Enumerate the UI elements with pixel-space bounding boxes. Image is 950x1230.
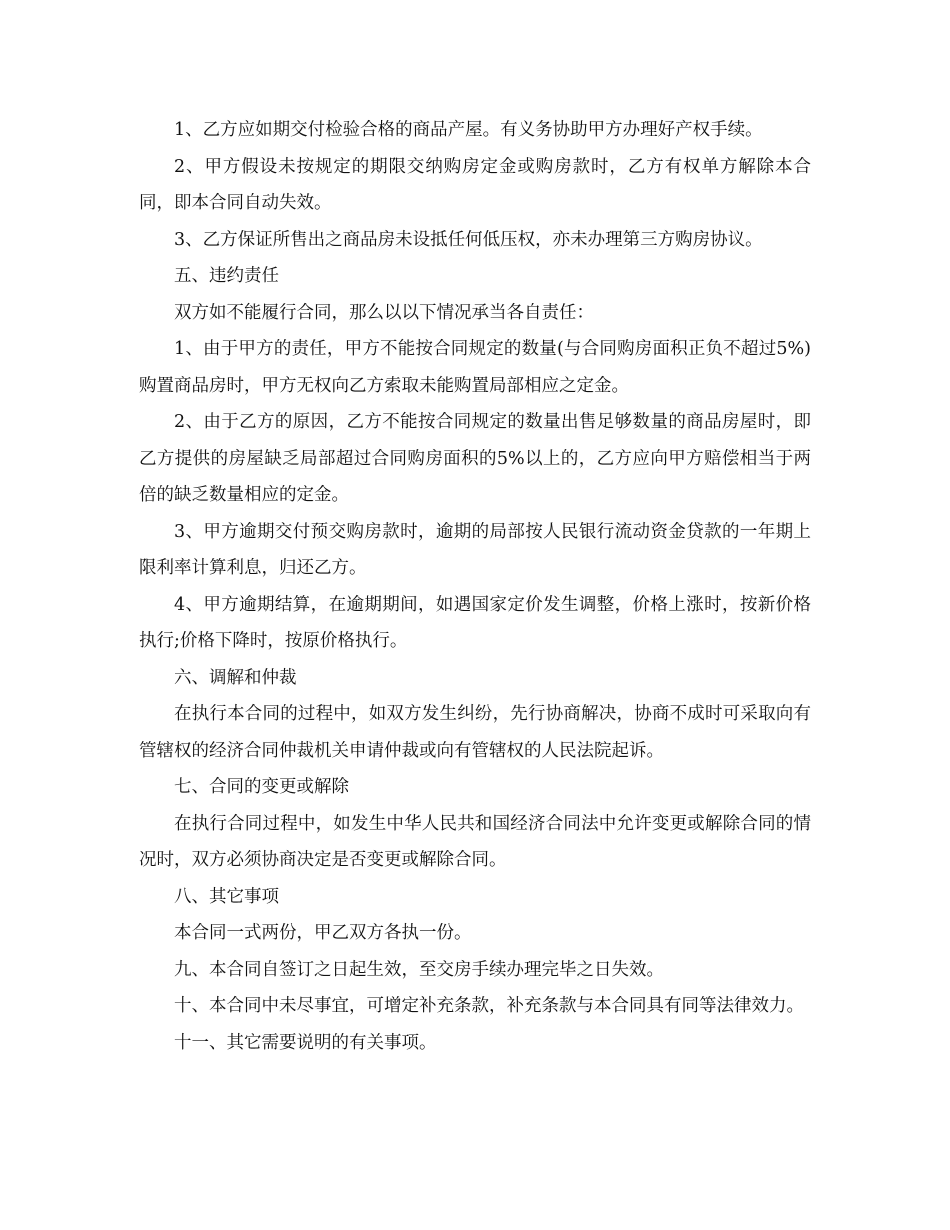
section-heading-amendment: 七、合同的变更或解除 (174, 777, 349, 797)
liability-intro: 双方如不能履行合同，那么以以下情况承当各自责任： (174, 302, 594, 323)
amendment-text: 在执行合同过程中，如发生中华人民共和国经济合同法中允许变更或解除合同的情况时，双方必须协商决定是否变更或解除合同。 (139, 813, 811, 870)
liability-clause-4: 4、甲方逾期结算，在逾期期间，如遇国家定价发生调整，价格上涨时，按新价格执行;价格下降时，按原价格执行。 (139, 594, 811, 651)
liability-clause-3: 3、甲方逾期交付预交购房款时，逾期的局部按人民银行流动资金贷款的一年期上限利率计算利息，归还乙方。 (139, 521, 811, 578)
clause-supplementary-terms: 十、本合同中未尽事宜，可增定补充条款，补充条款与本合同具有同等法律效力。 (174, 996, 804, 1016)
liability-clause-1: 1、由于甲方的责任，甲方不能按合同规定的数量(与合同购房面积正负不超过5%)购置商品房时，甲方无权向乙方索取未能购置局部相应之定金。 (139, 339, 811, 396)
clause-no-encumbrance: 3、乙方保证所售出之商品房未设抵任何低压权，亦未办理第三方购房协议。 (174, 229, 763, 250)
copies-text: 本合同一式两份，甲乙双方各执一份。 (174, 923, 472, 943)
section-heading-liability: 五、违约责任 (174, 266, 279, 286)
clause-payment-default: 2、甲方假设未按规定的期限交纳购房定金或购房款时，乙方有权单方解除本合同，即本合同自动失效。 (139, 156, 811, 213)
document-body (139, 112, 811, 1061)
liability-clause-2: 2、由于乙方的原因，乙方不能按合同规定的数量出售足够数量的商品房屋时，即乙方提供的房屋缺乏局部超过合同购房面积的5%以上的，乙方应向甲方赔偿相当于两倍的缺乏数量相应的定金。 (139, 412, 811, 505)
clause-delivery-obligation: 1、乙方应如期交付检验合格的商品产屋。有义务协助甲方办理好产权手续。 (174, 120, 763, 140)
section-heading-other: 八、其它事项 (174, 886, 279, 907)
clause-other-matters: 十一、其它需要说明的有关事项。 (174, 1032, 437, 1053)
arbitration-text: 在执行本合同的过程中，如双方发生纠纷，先行协商解决，协商不成时可采取向有管辖权的经济合同仲裁机关申请仲裁或向有管辖权的人民法院起诉。 (139, 704, 811, 761)
clause-effective-date: 九、本合同自签订之日起生效，至交房手续办理完毕之日失效。 (174, 959, 664, 980)
section-heading-arbitration: 六、调解和仲裁 (174, 667, 297, 688)
